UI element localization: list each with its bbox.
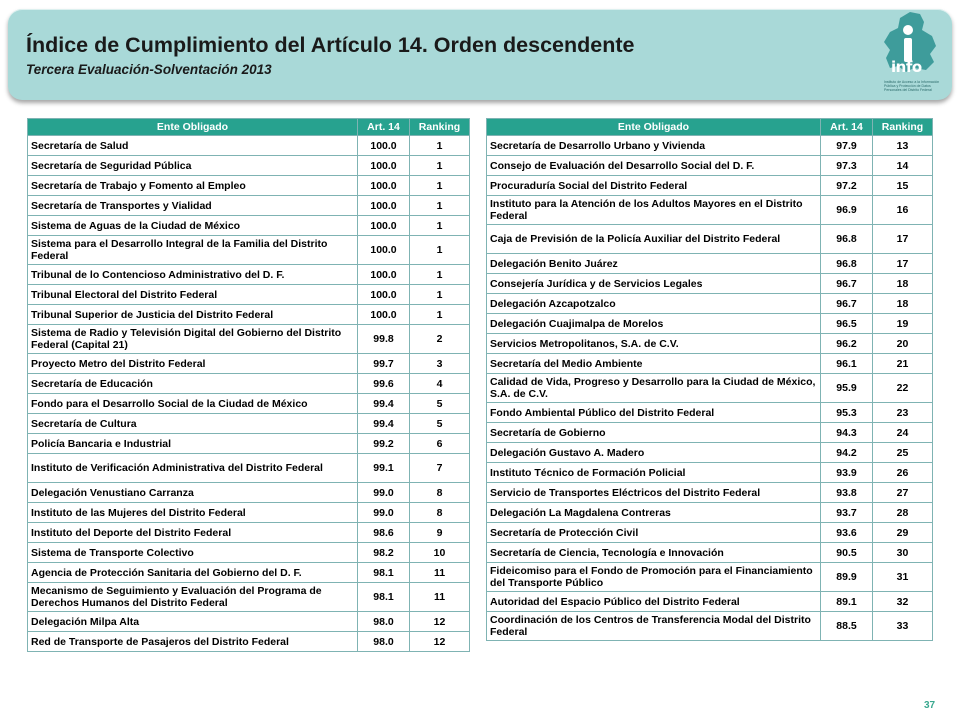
ranking-cell: 11: [410, 563, 470, 583]
art14-cell: 98.6: [358, 523, 410, 543]
column-header-ranking: Ranking: [410, 119, 470, 136]
ente-cell: Secretaría de Educación: [28, 374, 358, 394]
table-row: [28, 394, 470, 414]
art14-cell: 89.1: [821, 592, 873, 612]
table-row: [28, 325, 470, 354]
ente-cell: Instituto para la Atención de los Adultos Mayores en el Distrito Federal: [487, 196, 821, 225]
ranking-cell: 33: [873, 612, 933, 641]
table-row: [28, 414, 470, 434]
table-row: [28, 563, 470, 583]
art14-cell: 98.1: [358, 563, 410, 583]
table-row: [487, 403, 933, 423]
art14-cell: 93.6: [821, 523, 873, 543]
table-row: [28, 265, 470, 285]
ranking-cell: 5: [410, 414, 470, 434]
art14-cell: 96.8: [821, 225, 873, 254]
table-header-row: [28, 119, 470, 136]
table-row: [487, 563, 933, 592]
table-row: [487, 374, 933, 403]
table-row: [487, 334, 933, 354]
table-row: [28, 374, 470, 394]
art14-cell: 98.2: [358, 543, 410, 563]
table-row: [487, 156, 933, 176]
art14-cell: 100.0: [358, 285, 410, 305]
page-title: Índice de Cumplimiento del Artículo 14. Orden descendente: [26, 33, 635, 57]
table-row: [487, 463, 933, 483]
art14-cell: 100.0: [358, 265, 410, 285]
table-row: [28, 305, 470, 325]
art14-cell: 93.9: [821, 463, 873, 483]
table-row: [487, 294, 933, 314]
ente-cell: Secretaría de Transportes y Vialidad: [28, 196, 358, 216]
ranking-cell: 18: [873, 274, 933, 294]
ente-cell: Tribunal Superior de Justicia del Distrito Federal: [28, 305, 358, 325]
ente-cell: Secretaría de Trabajo y Fomento al Empleo: [28, 176, 358, 196]
ranking-cell: 1: [410, 216, 470, 236]
ranking-cell: 1: [410, 176, 470, 196]
art14-cell: 94.2: [821, 443, 873, 463]
art14-cell: 95.9: [821, 374, 873, 403]
ranking-cell: 1: [410, 265, 470, 285]
art14-cell: 100.0: [358, 305, 410, 325]
ente-cell: Instituto de las Mujeres del Distrito Federal: [28, 503, 358, 523]
art14-cell: 96.1: [821, 354, 873, 374]
ranking-cell: 27: [873, 483, 933, 503]
column-header-art14: Art. 14: [358, 119, 410, 136]
table-row: [28, 503, 470, 523]
art14-cell: 96.9: [821, 196, 873, 225]
art14-cell: 100.0: [358, 216, 410, 236]
column-header-ente: Ente Obligado: [28, 119, 358, 136]
ente-cell: Mecanismo de Seguimiento y Evaluación del Programa de Derechos Humanos del Distrito Federal: [28, 583, 358, 612]
page-subtitle: Tercera Evaluación-Solventación 2013: [26, 62, 272, 77]
ente-cell: Red de Transporte de Pasajeros del Distrito Federal: [28, 632, 358, 652]
table-row: [28, 612, 470, 632]
table-row: [487, 483, 933, 503]
ranking-cell: 30: [873, 543, 933, 563]
art14-cell: 99.0: [358, 503, 410, 523]
art14-cell: 95.3: [821, 403, 873, 423]
art14-cell: 100.0: [358, 236, 410, 265]
ranking-cell: 5: [410, 394, 470, 414]
ente-cell: Servicios Metropolitanos, S.A. de C.V.: [487, 334, 821, 354]
table-row: [28, 434, 470, 454]
ranking-cell: 1: [410, 136, 470, 156]
art14-cell: 97.2: [821, 176, 873, 196]
ranking-cell: 12: [410, 632, 470, 652]
ente-cell: Secretaría de Ciencia, Tecnología e Innovación: [487, 543, 821, 563]
ente-cell: Delegación Azcapotzalco: [487, 294, 821, 314]
ranking-cell: 23: [873, 403, 933, 423]
ente-cell: Delegación Cuajimalpa de Morelos: [487, 314, 821, 334]
ente-cell: Instituto Técnico de Formación Policial: [487, 463, 821, 483]
ranking-cell: 17: [873, 254, 933, 274]
ente-cell: Sistema para el Desarrollo Integral de la Familia del Distrito Federal: [28, 236, 358, 265]
ranking-cell: 32: [873, 592, 933, 612]
art14-cell: 100.0: [358, 196, 410, 216]
ente-cell: Consejo de Evaluación del Desarrollo Social del D. F.: [487, 156, 821, 176]
ente-cell: Secretaría de Protección Civil: [487, 523, 821, 543]
ranking-cell: 6: [410, 434, 470, 454]
art14-cell: 93.8: [821, 483, 873, 503]
ente-cell: Fideicomiso para el Fondo de Promoción para el Financiamiento del Transporte Público: [487, 563, 821, 592]
ranking-cell: 24: [873, 423, 933, 443]
table-row: [28, 543, 470, 563]
ente-cell: Delegación Venustiano Carranza: [28, 483, 358, 503]
art14-cell: 99.1: [358, 454, 410, 483]
art14-cell: 100.0: [358, 136, 410, 156]
ranking-cell: 26: [873, 463, 933, 483]
table-row: [487, 443, 933, 463]
ente-cell: Secretaría de Seguridad Pública: [28, 156, 358, 176]
ranking-cell: 25: [873, 443, 933, 463]
ente-cell: Caja de Previsión de la Policía Auxiliar del Distrito Federal: [487, 225, 821, 254]
column-header-art14: Art. 14: [821, 119, 873, 136]
art14-cell: 89.9: [821, 563, 873, 592]
ente-cell: Sistema de Transporte Colectivo: [28, 543, 358, 563]
ranking-cell: 7: [410, 454, 470, 483]
table-row: [487, 314, 933, 334]
art14-cell: 96.5: [821, 314, 873, 334]
table-row: [487, 176, 933, 196]
ranking-cell: 8: [410, 503, 470, 523]
ente-cell: Secretaría de Salud: [28, 136, 358, 156]
art14-cell: 100.0: [358, 176, 410, 196]
art14-cell: 99.4: [358, 394, 410, 414]
column-header-ente: Ente Obligado: [487, 119, 821, 136]
art14-cell: 96.7: [821, 274, 873, 294]
art14-cell: 96.8: [821, 254, 873, 274]
ranking-cell: 18: [873, 294, 933, 314]
ranking-cell: 17: [873, 225, 933, 254]
ranking-cell: 13: [873, 136, 933, 156]
art14-cell: 88.5: [821, 612, 873, 641]
art14-cell: 98.0: [358, 612, 410, 632]
table-row: [487, 254, 933, 274]
table-row: [28, 632, 470, 652]
ente-cell: Tribunal Electoral del Distrito Federal: [28, 285, 358, 305]
table-row: [28, 583, 470, 612]
ente-cell: Secretaría de Cultura: [28, 414, 358, 434]
header-banner: [8, 9, 952, 100]
ente-cell: Delegación Gustavo A. Madero: [487, 443, 821, 463]
table-row: [28, 196, 470, 216]
logo-wordmark: info: [891, 58, 922, 76]
ente-cell: Proyecto Metro del Distrito Federal: [28, 354, 358, 374]
ente-cell: Secretaría de Desarrollo Urbano y Vivienda: [487, 136, 821, 156]
art14-cell: 97.3: [821, 156, 873, 176]
ranking-cell: 29: [873, 523, 933, 543]
ranking-cell: 1: [410, 285, 470, 305]
table-row: [28, 216, 470, 236]
table-row: [28, 176, 470, 196]
art14-cell: 97.9: [821, 136, 873, 156]
table-row: [487, 354, 933, 374]
ranking-cell: 1: [410, 305, 470, 325]
ranking-cell: 8: [410, 483, 470, 503]
table-row: [28, 483, 470, 503]
ranking-cell: 10: [410, 543, 470, 563]
table-row: [28, 156, 470, 176]
ranking-cell: 1: [410, 156, 470, 176]
art14-cell: 93.7: [821, 503, 873, 523]
table-row: [487, 503, 933, 523]
ranking-cell: 20: [873, 334, 933, 354]
ente-cell: Instituto de Verificación Administrativa del Distrito Federal: [28, 454, 358, 483]
art14-cell: 99.8: [358, 325, 410, 354]
art14-cell: 90.5: [821, 543, 873, 563]
ente-cell: Fondo Ambiental Público del Distrito Federal: [487, 403, 821, 423]
logo-caption: Instituto de Acceso a la Información Pública y Protección de Datos Personales del Distrito Federal: [884, 80, 940, 92]
table-row: [487, 612, 933, 641]
art14-cell: 99.4: [358, 414, 410, 434]
ranking-cell: 14: [873, 156, 933, 176]
ente-cell: Tribunal de lo Contencioso Administrativo del D. F.: [28, 265, 358, 285]
page-number: 37: [924, 700, 936, 711]
art14-cell: 98.1: [358, 583, 410, 612]
ranking-table-right: [486, 118, 933, 641]
table-row: [487, 523, 933, 543]
table-row: [28, 236, 470, 265]
art14-cell: 94.3: [821, 423, 873, 443]
ente-cell: Delegación Benito Juárez: [487, 254, 821, 274]
ranking-cell: 1: [410, 236, 470, 265]
ente-cell: Autoridad del Espacio Público del Distrito Federal: [487, 592, 821, 612]
table-row: [487, 274, 933, 294]
ente-cell: Agencia de Protección Sanitaria del Gobierno del D. F.: [28, 563, 358, 583]
column-header-ranking: Ranking: [873, 119, 933, 136]
ranking-cell: 21: [873, 354, 933, 374]
art14-cell: 96.7: [821, 294, 873, 314]
ente-cell: Fondo para el Desarrollo Social de la Ciudad de México: [28, 394, 358, 414]
table-row: [28, 523, 470, 543]
ranking-cell: 2: [410, 325, 470, 354]
table-row: [487, 196, 933, 225]
ente-cell: Sistema de Aguas de la Ciudad de México: [28, 216, 358, 236]
table-row: [28, 354, 470, 374]
art14-cell: 98.0: [358, 632, 410, 652]
table-row: [487, 225, 933, 254]
art14-cell: 96.2: [821, 334, 873, 354]
ente-cell: Policía Bancaria e Industrial: [28, 434, 358, 454]
art14-cell: 99.7: [358, 354, 410, 374]
ranking-cell: 12: [410, 612, 470, 632]
ente-cell: Sistema de Radio y Televisión Digital del Gobierno del Distrito Federal (Capital 21): [28, 325, 358, 354]
ranking-cell: 19: [873, 314, 933, 334]
ente-cell: Secretaría del Medio Ambiente: [487, 354, 821, 374]
ente-cell: Procuraduría Social del Distrito Federal: [487, 176, 821, 196]
ranking-table-left: [27, 118, 470, 652]
ranking-cell: 16: [873, 196, 933, 225]
ranking-cell: 1: [410, 196, 470, 216]
table-row: [28, 136, 470, 156]
ranking-cell: 28: [873, 503, 933, 523]
ranking-cell: 9: [410, 523, 470, 543]
ente-cell: Consejería Jurídica y de Servicios Legales: [487, 274, 821, 294]
table-row: [487, 423, 933, 443]
ranking-cell: 22: [873, 374, 933, 403]
ente-cell: Delegación Milpa Alta: [28, 612, 358, 632]
ente-cell: Calidad de Vida, Progreso y Desarrollo para la Ciudad de México, S.A. de C.V.: [487, 374, 821, 403]
ranking-cell: 4: [410, 374, 470, 394]
ente-cell: Delegación La Magdalena Contreras: [487, 503, 821, 523]
ranking-cell: 15: [873, 176, 933, 196]
ranking-cell: 11: [410, 583, 470, 612]
ranking-cell: 3: [410, 354, 470, 374]
table-header-row: [487, 119, 933, 136]
table-row: [28, 285, 470, 305]
table-row: [487, 136, 933, 156]
ente-cell: Secretaría de Gobierno: [487, 423, 821, 443]
table-row: [28, 454, 470, 483]
art14-cell: 100.0: [358, 156, 410, 176]
ranking-cell: 31: [873, 563, 933, 592]
ente-cell: Instituto del Deporte del Distrito Federal: [28, 523, 358, 543]
art14-cell: 99.0: [358, 483, 410, 503]
art14-cell: 99.2: [358, 434, 410, 454]
art14-cell: 99.6: [358, 374, 410, 394]
table-row: [487, 592, 933, 612]
table-row: [487, 543, 933, 563]
ente-cell: Servicio de Transportes Eléctricos del Distrito Federal: [487, 483, 821, 503]
ente-cell: Coordinación de los Centros de Transferencia Modal del Distrito Federal: [487, 612, 821, 641]
